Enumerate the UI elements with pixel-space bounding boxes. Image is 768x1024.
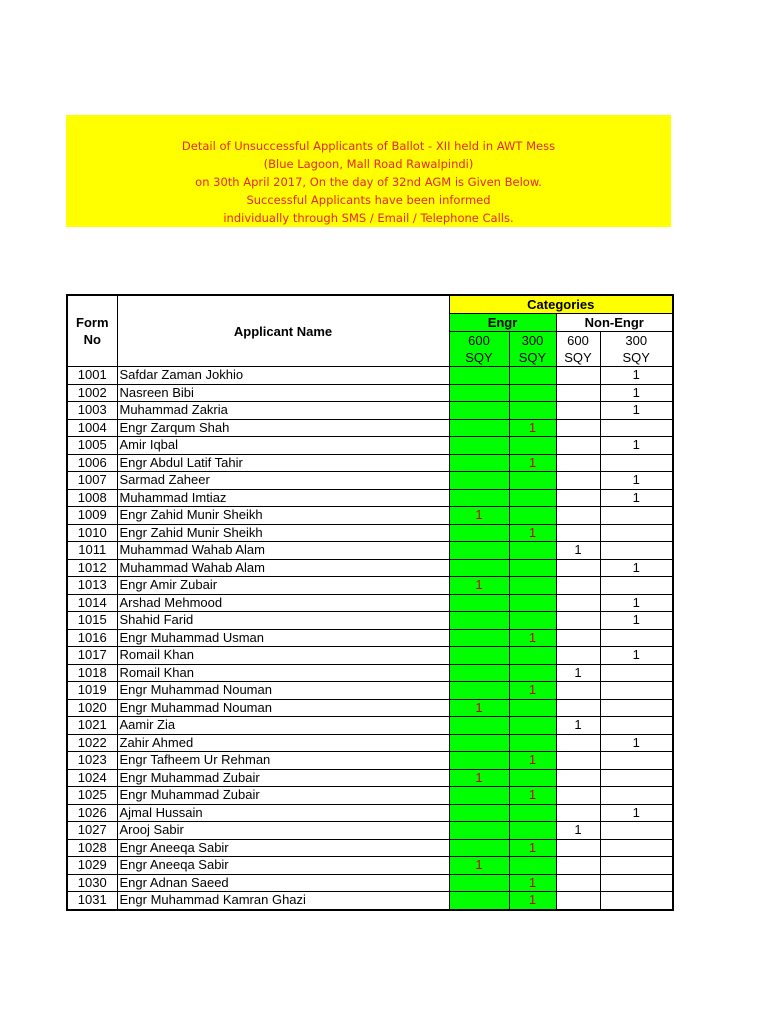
applicant-name-cell: Nasreen Bibi: [117, 384, 449, 402]
engr-600-cell: [449, 524, 509, 542]
engr-600-cell: [449, 892, 509, 910]
table-row: [67, 542, 673, 560]
applicant-name-cell: Aamir Zia: [117, 717, 449, 735]
nonengr-600-cell: [556, 804, 600, 822]
table-row: [67, 874, 673, 892]
form-no-cell: 1009: [67, 507, 117, 525]
engr-600-cell: [449, 419, 509, 437]
form-no-cell: 1005: [67, 437, 117, 455]
engr-600-cell: [449, 402, 509, 420]
applicant-name-cell: Engr Muhammad Nouman: [117, 682, 449, 700]
nonengr-600-cell: [556, 577, 600, 595]
applicant-name-cell: Engr Muhammad Zubair: [117, 769, 449, 787]
nonengr-300-cell: [600, 769, 673, 787]
engr-600-cell: [449, 682, 509, 700]
header-nonengr-300-sqy: [600, 332, 673, 367]
engr-600-cell: 1: [449, 857, 509, 875]
form-no-cell: 1024: [67, 769, 117, 787]
form-no-cell: 1021: [67, 717, 117, 735]
form-no-cell: 1003: [67, 402, 117, 420]
nonengr-600-cell: 1: [556, 822, 600, 840]
engr-600-cell: 1: [449, 769, 509, 787]
header-nonengr-300-line2: SQY: [622, 350, 650, 365]
engr-600-cell: [449, 437, 509, 455]
nonengr-300-cell: [600, 787, 673, 805]
engr-300-cell: 1: [509, 787, 556, 805]
engr-300-cell: [509, 577, 556, 595]
nonengr-600-cell: 1: [556, 542, 600, 560]
engr-600-cell: [449, 629, 509, 647]
engr-300-cell: [509, 472, 556, 490]
nonengr-300-cell: [600, 507, 673, 525]
applicant-name-cell: Arooj Sabir: [117, 822, 449, 840]
engr-600-cell: [449, 804, 509, 822]
applicant-name-cell: Muhammad Imtiaz: [117, 489, 449, 507]
form-no-cell: 1020: [67, 699, 117, 717]
table-row: [67, 629, 673, 647]
header-form-no-line2: No: [83, 332, 101, 347]
applicant-name-cell: Engr Amir Zubair: [117, 577, 449, 595]
nonengr-600-cell: [556, 437, 600, 455]
engr-600-cell: 1: [449, 507, 509, 525]
engr-300-cell: 1: [509, 454, 556, 472]
banner-line-1: Detail of Unsuccessful Applicants of Ballot - XII held in AWT Mess: [181, 139, 556, 153]
applicant-name-cell: Engr Muhammad Zubair: [117, 787, 449, 805]
applicant-name-cell: Ajmal Hussain: [117, 804, 449, 822]
table-row: [67, 559, 673, 577]
table-row: [67, 367, 673, 385]
nonengr-600-cell: [556, 472, 600, 490]
header-engr-600-line2: SQY: [465, 350, 493, 365]
engr-300-cell: 1: [509, 682, 556, 700]
table-row: [67, 787, 673, 805]
form-no-cell: 1011: [67, 542, 117, 560]
engr-600-cell: [449, 542, 509, 560]
engr-600-cell: [449, 559, 509, 577]
engr-300-cell: [509, 594, 556, 612]
form-no-cell: 1008: [67, 489, 117, 507]
table-row: [67, 822, 673, 840]
header-non-engr: Non-Engr: [556, 314, 673, 332]
nonengr-600-cell: [556, 594, 600, 612]
form-no-cell: 1025: [67, 787, 117, 805]
engr-300-cell: [509, 822, 556, 840]
header-applicant-name: Applicant Name: [117, 295, 449, 367]
nonengr-300-cell: [600, 839, 673, 857]
engr-300-cell: [509, 699, 556, 717]
applicant-name-cell: Muhammad Wahab Alam: [117, 542, 449, 560]
engr-300-cell: [509, 437, 556, 455]
engr-300-cell: 1: [509, 874, 556, 892]
form-no-cell: 1007: [67, 472, 117, 490]
table-row: [67, 664, 673, 682]
nonengr-300-cell: [600, 892, 673, 910]
header-engr-300-line2: SQY: [518, 350, 547, 365]
nonengr-300-cell: 1: [600, 804, 673, 822]
table-header: [67, 295, 673, 367]
header-engr-300-sqy: [509, 332, 556, 367]
table-row: [67, 524, 673, 542]
applicant-name-cell: Engr Aneeqa Sabir: [117, 857, 449, 875]
engr-300-cell: [509, 489, 556, 507]
engr-600-cell: [449, 367, 509, 385]
engr-600-cell: [449, 839, 509, 857]
form-no-cell: 1018: [67, 664, 117, 682]
table-row: [67, 892, 673, 910]
nonengr-300-cell: [600, 752, 673, 770]
engr-600-cell: [449, 612, 509, 630]
nonengr-300-cell: 1: [600, 612, 673, 630]
engr-600-cell: [449, 664, 509, 682]
nonengr-600-cell: [556, 629, 600, 647]
engr-300-cell: [509, 804, 556, 822]
nonengr-600-cell: [556, 787, 600, 805]
header-categories: Categories: [449, 295, 673, 314]
applicant-name-cell: Romail Khan: [117, 647, 449, 665]
nonengr-300-cell: [600, 874, 673, 892]
engr-300-cell: [509, 647, 556, 665]
engr-300-cell: 1: [509, 839, 556, 857]
table-row: [67, 437, 673, 455]
form-no-cell: 1029: [67, 857, 117, 875]
nonengr-300-cell: 1: [600, 594, 673, 612]
nonengr-600-cell: [556, 524, 600, 542]
applicant-name-cell: Engr Aneeqa Sabir: [117, 839, 449, 857]
applicant-name-cell: Arshad Mehmood: [117, 594, 449, 612]
form-no-cell: 1014: [67, 594, 117, 612]
header-form-no-line1: Form: [76, 315, 109, 330]
engr-300-cell: 1: [509, 752, 556, 770]
header-nonengr-600-line1: 600: [567, 333, 589, 348]
nonengr-600-cell: [556, 384, 600, 402]
header-engr-300-line1: 300: [521, 333, 544, 348]
form-no-cell: 1004: [67, 419, 117, 437]
form-no-cell: 1027: [67, 822, 117, 840]
applicant-name-cell: Engr Zahid Munir Sheikh: [117, 507, 449, 525]
header-engr-600-line1: 600: [468, 333, 490, 348]
table-row: [67, 402, 673, 420]
applicants-table: [66, 294, 674, 911]
nonengr-600-cell: [556, 682, 600, 700]
form-no-cell: 1026: [67, 804, 117, 822]
table-row: [67, 804, 673, 822]
engr-300-cell: [509, 717, 556, 735]
engr-600-cell: 1: [449, 577, 509, 595]
nonengr-300-cell: [600, 454, 673, 472]
header-engr-600-sqy: [449, 332, 509, 367]
form-no-cell: 1012: [67, 559, 117, 577]
nonengr-300-cell: [600, 524, 673, 542]
header-nonengr-300-line1: 300: [625, 333, 648, 348]
banner-line-4: Successful Applicants have been informed: [246, 193, 491, 207]
engr-300-cell: 1: [509, 524, 556, 542]
engr-600-cell: [449, 822, 509, 840]
banner-line-5: individually through SMS / Email / Telephone Calls.: [223, 211, 514, 225]
form-no-cell: 1015: [67, 612, 117, 630]
nonengr-300-cell: 1: [600, 384, 673, 402]
header-nonengr-600-line2: SQY: [564, 350, 592, 365]
form-no-cell: 1017: [67, 647, 117, 665]
applicant-name-cell: Muhammad Wahab Alam: [117, 559, 449, 577]
table-row: [67, 752, 673, 770]
nonengr-600-cell: [556, 734, 600, 752]
header-form-no: [67, 295, 117, 367]
applicant-name-cell: Engr Abdul Latif Tahir: [117, 454, 449, 472]
nonengr-300-cell: [600, 682, 673, 700]
applicant-name-cell: Engr Muhammad Usman: [117, 629, 449, 647]
form-no-cell: 1023: [67, 752, 117, 770]
applicant-name-cell: Engr Muhammad Nouman: [117, 699, 449, 717]
nonengr-600-cell: [556, 612, 600, 630]
table-row: [67, 612, 673, 630]
nonengr-600-cell: [556, 489, 600, 507]
nonengr-600-cell: [556, 874, 600, 892]
nonengr-300-cell: 1: [600, 367, 673, 385]
nonengr-600-cell: [556, 647, 600, 665]
applicant-name-cell: Amir Iqbal: [117, 437, 449, 455]
nonengr-300-cell: [600, 699, 673, 717]
form-no-cell: 1022: [67, 734, 117, 752]
engr-300-cell: [509, 402, 556, 420]
applicant-name-cell: Muhammad Zakria: [117, 402, 449, 420]
nonengr-600-cell: [556, 419, 600, 437]
engr-600-cell: [449, 489, 509, 507]
nonengr-600-cell: 1: [556, 717, 600, 735]
form-no-cell: 1031: [67, 892, 117, 910]
nonengr-600-cell: [556, 699, 600, 717]
engr-300-cell: [509, 612, 556, 630]
nonengr-300-cell: 1: [600, 472, 673, 490]
applicant-name-cell: Engr Tafheem Ur Rehman: [117, 752, 449, 770]
applicant-name-cell: Engr Adnan Saeed: [117, 874, 449, 892]
engr-300-cell: [509, 769, 556, 787]
engr-300-cell: 1: [509, 892, 556, 910]
form-no-cell: 1028: [67, 839, 117, 857]
engr-600-cell: [449, 752, 509, 770]
form-no-cell: 1002: [67, 384, 117, 402]
table-row: [67, 419, 673, 437]
engr-300-cell: [509, 559, 556, 577]
table-row: [67, 682, 673, 700]
engr-600-cell: [449, 454, 509, 472]
table-row: [67, 489, 673, 507]
engr-300-cell: 1: [509, 419, 556, 437]
engr-300-cell: [509, 384, 556, 402]
nonengr-300-cell: 1: [600, 402, 673, 420]
engr-600-cell: [449, 594, 509, 612]
nonengr-300-cell: 1: [600, 489, 673, 507]
applicant-name-cell: Engr Muhammad Kamran Ghazi: [117, 892, 449, 910]
nonengr-300-cell: [600, 629, 673, 647]
table-row: [67, 384, 673, 402]
engr-300-cell: [509, 367, 556, 385]
header-nonengr-600-sqy: [556, 332, 600, 367]
table-row: [67, 594, 673, 612]
table-row: [67, 839, 673, 857]
table-row: [67, 857, 673, 875]
nonengr-300-cell: [600, 419, 673, 437]
applicant-name-cell: Safdar Zaman Jokhio: [117, 367, 449, 385]
engr-300-cell: 1: [509, 629, 556, 647]
engr-600-cell: [449, 787, 509, 805]
form-no-cell: 1016: [67, 629, 117, 647]
form-no-cell: 1010: [67, 524, 117, 542]
engr-300-cell: [509, 507, 556, 525]
form-no-cell: 1001: [67, 367, 117, 385]
nonengr-600-cell: [556, 559, 600, 577]
engr-600-cell: [449, 384, 509, 402]
table-row: [67, 472, 673, 490]
nonengr-600-cell: [556, 839, 600, 857]
nonengr-600-cell: [556, 507, 600, 525]
nonengr-300-cell: 1: [600, 437, 673, 455]
nonengr-600-cell: [556, 367, 600, 385]
table-row: [67, 507, 673, 525]
form-no-cell: 1013: [67, 577, 117, 595]
applicant-name-cell: Romail Khan: [117, 664, 449, 682]
applicant-name-cell: Shahid Farid: [117, 612, 449, 630]
engr-600-cell: [449, 734, 509, 752]
nonengr-300-cell: 1: [600, 647, 673, 665]
notice-banner: [66, 115, 671, 227]
nonengr-600-cell: [556, 857, 600, 875]
nonengr-600-cell: [556, 402, 600, 420]
nonengr-300-cell: [600, 857, 673, 875]
table-row: [67, 699, 673, 717]
nonengr-600-cell: [556, 752, 600, 770]
engr-300-cell: [509, 734, 556, 752]
nonengr-300-cell: [600, 577, 673, 595]
table-row: [67, 647, 673, 665]
engr-300-cell: [509, 857, 556, 875]
applicant-name-cell: Engr Zarqum Shah: [117, 419, 449, 437]
engr-300-cell: [509, 542, 556, 560]
banner-line-2: (Blue Lagoon, Mall Road Rawalpindi): [263, 157, 474, 171]
nonengr-300-cell: 1: [600, 559, 673, 577]
table-row: [67, 717, 673, 735]
applicant-name-cell: Zahir Ahmed: [117, 734, 449, 752]
nonengr-300-cell: [600, 822, 673, 840]
form-no-cell: 1030: [67, 874, 117, 892]
nonengr-300-cell: [600, 717, 673, 735]
nonengr-300-cell: [600, 542, 673, 560]
table-row: [67, 734, 673, 752]
table-row: [67, 454, 673, 472]
banner-line-3: on 30th April 2017, On the day of 32nd AGM is Given Below.: [195, 175, 542, 189]
applicant-name-cell: Sarmad Zaheer: [117, 472, 449, 490]
header-engr: Engr: [449, 314, 556, 332]
nonengr-300-cell: [600, 664, 673, 682]
engr-600-cell: [449, 717, 509, 735]
engr-600-cell: [449, 647, 509, 665]
form-no-cell: 1006: [67, 454, 117, 472]
table-row: [67, 577, 673, 595]
nonengr-300-cell: 1: [600, 734, 673, 752]
table-row: [67, 769, 673, 787]
form-no-cell: 1019: [67, 682, 117, 700]
engr-600-cell: [449, 874, 509, 892]
nonengr-600-cell: 1: [556, 664, 600, 682]
table-body: [67, 367, 673, 910]
engr-600-cell: [449, 472, 509, 490]
applicant-name-cell: Engr Zahid Munir Sheikh: [117, 524, 449, 542]
engr-600-cell: 1: [449, 699, 509, 717]
engr-300-cell: [509, 664, 556, 682]
nonengr-600-cell: [556, 769, 600, 787]
nonengr-600-cell: [556, 892, 600, 910]
nonengr-600-cell: [556, 454, 600, 472]
